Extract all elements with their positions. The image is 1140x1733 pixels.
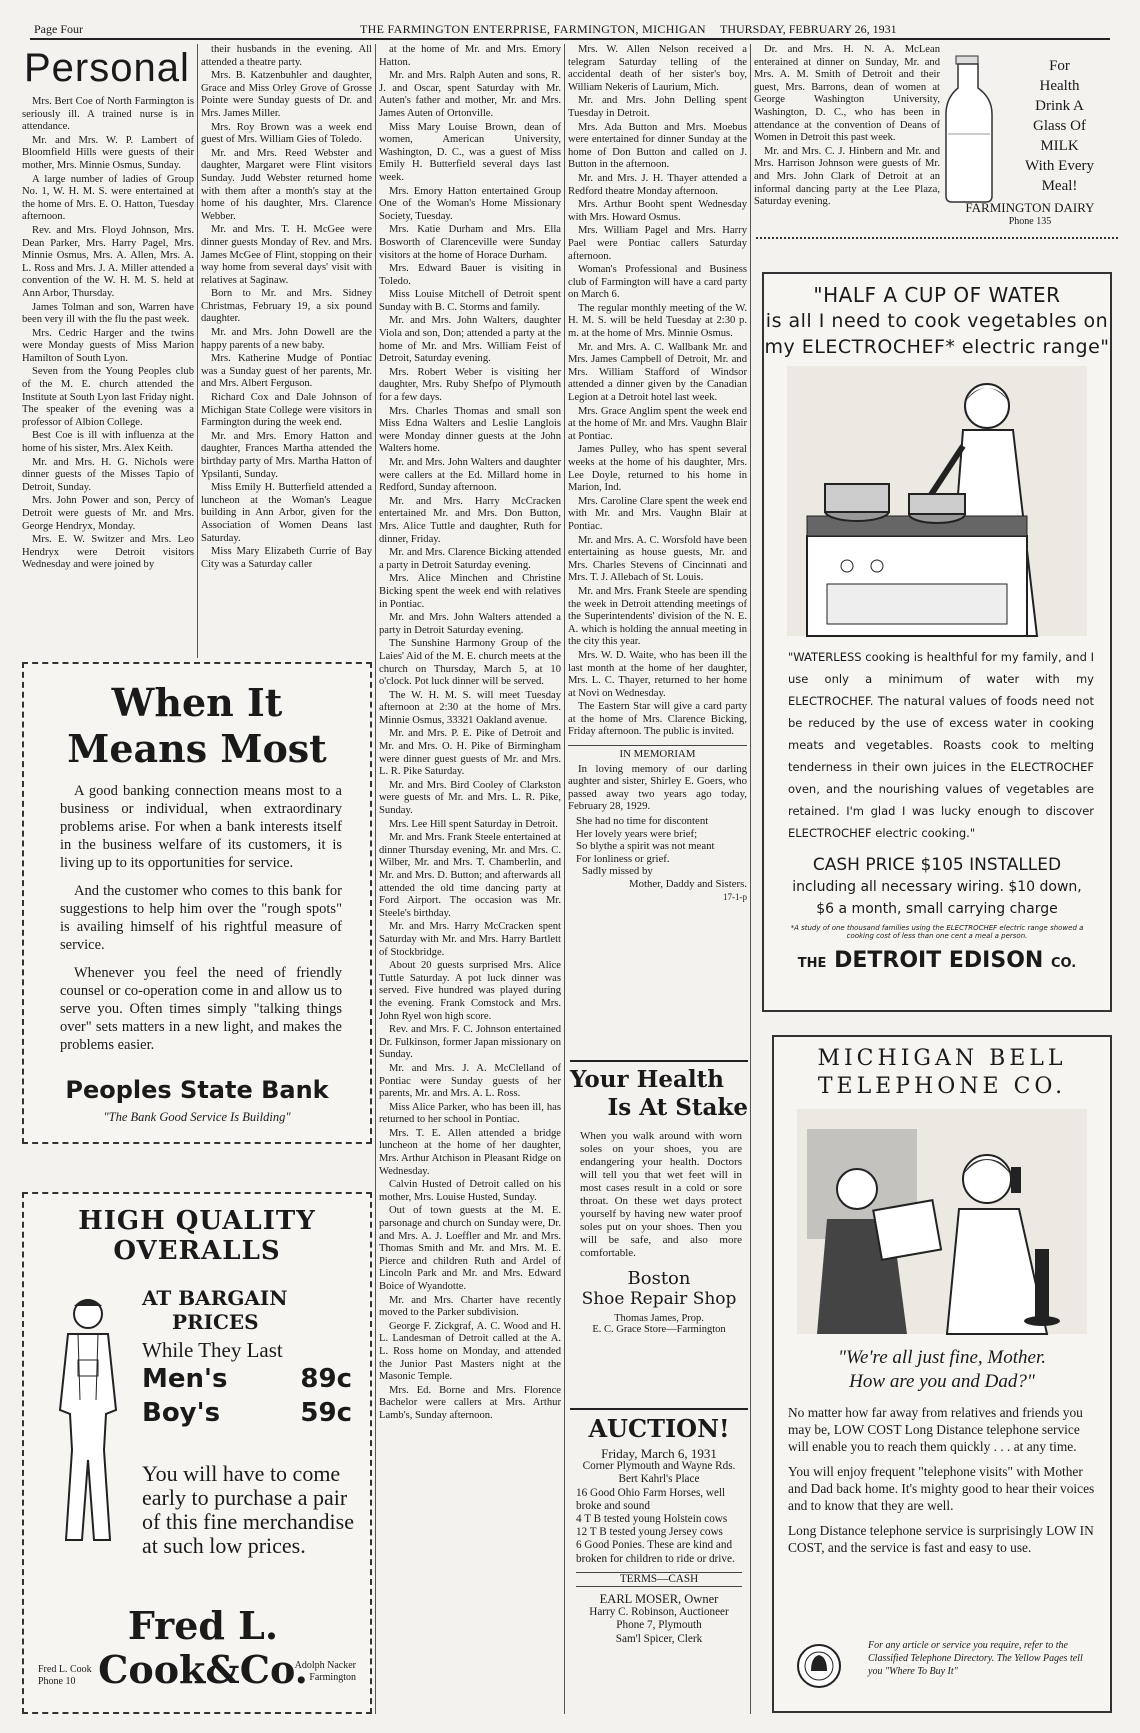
- news-item: Rev. and Mrs. Floyd Johnson, Mrs. Dean Parker, Mrs. Harry Pagel, Mrs. Minnie Osmus, Mrs. A. Allen, Mrs. A. L. Ross and Mrs. J. A. Miller attended a convention of the W. H. M. S. held at Ann Arbor, Thursday.: [22, 224, 194, 299]
- bell-headline: MICHIGAN BELL: [817, 1046, 1067, 1071]
- memoriam-verse-line: She had no time for discontent: [576, 815, 709, 828]
- news-item: Mrs. Edward Bauer is visiting in Toledo.: [379, 263, 561, 287]
- memoriam-signoff: Mother, Daddy and Sisters.: [628, 878, 747, 890]
- memoriam-text: In loving memory of our darling aughter and sister, Shirley E. Goers, who passed away two years ago today, February 28, 1929.: [568, 762, 747, 813]
- page-header: [30, 18, 1110, 40]
- news-item: Mr. and Mrs. J. A. McClelland of Pontiac were Sunday guests of her parents, Mr. and Mrs. A. L. Ross.: [379, 1062, 561, 1100]
- workman-illustration: [38, 1290, 138, 1550]
- peoples-state-bank-ad: [22, 662, 372, 1144]
- news-item: Mr. and Mrs. W. P. Lambert of Bloomfield Hills were guests of their mother, Mrs. Minnie Osmus, Sunday.: [22, 134, 194, 171]
- news-item: Mrs. E. W. Switzer and Mrs. Leo Hendryx were Detroit visitors Wednesday and were joined by: [22, 534, 194, 571]
- bank-headline: When It: [111, 680, 283, 725]
- bank-name: Peoples State Bank: [65, 1076, 329, 1104]
- dairy-line: Drink A: [1035, 98, 1084, 114]
- edison-prefix: THE: [797, 956, 827, 971]
- bell-paragraph: Long Distance telephone service is surprisingly LOW IN COST, and the service is fast and easy to use.: [788, 1523, 1094, 1555]
- news-item: their husbands in the evening. All attended a theatre party.: [201, 44, 372, 68]
- auction-date: Friday, March 6, 1931: [601, 1446, 717, 1461]
- edison-terms: including all necessary wiring. $10 down,: [792, 879, 1082, 895]
- in-memoriam: [568, 745, 747, 903]
- couple-on-telephone-illustration: [797, 1109, 1087, 1334]
- news-item: Mr. and Mrs. A. C. Wallbank Mr. and Mrs. James Campbell of Detroit, Mr. and Mrs. William Stafford of Windsor attended a dinner given by the Canadian Legion at a Detroit hotel last week.: [568, 341, 747, 404]
- bell-headline: TELEPHONE CO.: [817, 1074, 1067, 1099]
- news-item: Mrs. Alice Minchen and Christine Bicking spent the week end with relatives in Pontiac.: [379, 573, 561, 610]
- news-item: Mrs. Lee Hill spent Saturday in Detroit.: [389, 818, 558, 830]
- overalls-headline: HIGH QUALITY: [78, 1206, 316, 1236]
- column-rule: [197, 44, 198, 658]
- auction-item: 16 Good Ohio Farm Horses, well broke and sound: [576, 1486, 726, 1512]
- news-item: Miss Mary Louise Brown, dean of women, American University, Washington, D. C., was a guest of Miss Emily H. Butterfield several days last week.: [379, 121, 561, 183]
- memoriam-heading: IN MEMORIAM: [568, 745, 747, 761]
- auction-item: 12 T B tested young Jersey cows: [576, 1526, 723, 1539]
- boy-price: 59c: [300, 1398, 352, 1428]
- news-column-1: [22, 44, 194, 656]
- news-item: Out of town guests at the M. E. parsonage and church on Sunday were, Dr. and Mrs. A. J. Loeffler and Mr. and Mrs. Thomas Smith and Mr. and Mrs. M. E. Pierce and children Ruth and Ardel of Lincoln Park and Mr. and Mrs. Edward Boice of Wyandotte.: [379, 1205, 561, 1292]
- column-rule: [375, 44, 376, 1714]
- news-item: at the home of Mr. and Mrs. Emory Hatton.: [379, 44, 561, 68]
- news-item: Mrs. W. D. Waite, who has been ill the last month at the home of her daughter, Mrs. L. C. Thayer, returned to her home at Novi on Wednesday.: [568, 649, 747, 699]
- detroit-edison-ad: [762, 272, 1112, 1012]
- news-item: Dr. and Mrs. H. N. A. McLean enterained at dinner on Sunday, Mr. and Mrs. A. M. Smith of Detroit and their guest, Mrs. Barrons, dean of women at George Washington University, Washington, D. C., who has been in attendance at the convention of Deans of Women in Detroit this past week.: [754, 44, 940, 144]
- news-item: Mr. and Mrs. Bird Cooley of Clarkston were guests of Mr. and Mrs. L. R. Pike, Sunday.: [379, 779, 561, 817]
- overalls-subhead: PRICES: [172, 1310, 259, 1334]
- auction-item: 4 T B tested young Holstein cows: [576, 1513, 728, 1526]
- news-item: Mr. and Mrs. H. G. Nichols were dinner guests of the Misses Tapio of Detroit, Sunday.: [22, 456, 194, 493]
- health-body: When you walk around with worn soles on your shoes, you are endangering your health. Doctors will tell you that wet feet will in most cases result in a cold or sore throat. On these wet days protect yourself by having new water proof soles put on your shoes. Then you will be safe, and also more comfortable.: [580, 1130, 742, 1259]
- news-item: Best Coe is ill with influenza at the home of his sister, Mrs. Alex Keith.: [22, 430, 194, 455]
- shop-name: Shoe Repair Shop: [581, 1289, 737, 1309]
- news-item: Mr. and Mrs. John Walters, daughter Viola and son, Don; attended a party at the home of Mr. and Mrs. William Feist of Detroit, Saturday evening.: [379, 315, 561, 365]
- news-item: Mr. and Mrs. John Walters and daughter were callers at the Ed. Millard home in Redford, Sunday afternoon.: [379, 457, 561, 494]
- shop-prop: Thomas James, Prop.: [614, 1313, 704, 1324]
- news-item: Mrs. Katherine Mudge of Pontiac was a Sunday guest of her parents, Mr. and Mrs. Albert Ferguson.: [201, 353, 372, 390]
- auction-ad: [570, 1408, 748, 1714]
- news-column-3: [379, 44, 561, 1716]
- partner-name: Adolph Nacker: [294, 1660, 356, 1671]
- news-column-2: [201, 44, 372, 656]
- news-item: Mrs. Emory Hatton entertained Group One of the Woman's Home Missionary Society, Tuesday.: [379, 185, 561, 222]
- memoriam-verse-line: So blythe a spirit was not meant: [576, 840, 715, 853]
- boy-label: Boy's: [142, 1398, 221, 1428]
- boston-shoe-repair-ad: [570, 1060, 748, 1400]
- auction-owner: EARL MOSER, Owner: [599, 1592, 719, 1607]
- news-item: Born to Mr. and Mrs. Sidney Christmas, February 19, a six pound daughter.: [201, 288, 372, 325]
- memoriam-verse: [568, 815, 747, 865]
- auctioneer-phone: Phone 7, Plymouth: [616, 1619, 702, 1632]
- news-item: Mr. and Mrs. John Dowell are the happy parents of a new baby.: [201, 327, 372, 351]
- news-item: Mrs. William Pagel and Mrs. Harry Pael were Pontiac callers Saturday afternoon.: [568, 225, 747, 262]
- bell-footer: For any article or service you require, refer to the Classified Telephone Directory. The Yellow Pages tell you "Where To Buy It": [868, 1640, 1083, 1677]
- woman-at-range-illustration: [787, 366, 1087, 636]
- news-item: Mr. and Mrs. Harry McCracken entertained Mr. and Mrs. Don Button, Mrs. Alice Tuttle and daughter, Ruth for dinner, Friday.: [379, 495, 561, 545]
- news-item: Mrs. Roy Brown was a week end guest of Mrs. William Gies of Toledo.: [201, 121, 372, 146]
- bank-slogan: "The Bank Good Service Is Building": [103, 1110, 291, 1124]
- news-item: Mrs. B. Katzenbuhler and daughter, Grace and Miss Orley Grove of Grosse Pointe were Sunday guests of Dr. and Mrs. James Miller.: [201, 70, 372, 119]
- fred-l-cook-overalls-ad: [22, 1192, 372, 1714]
- dairy-line: Glass Of: [1033, 118, 1086, 134]
- column-rule: [564, 44, 565, 1714]
- memoriam-ref: 17-1-p: [723, 891, 747, 902]
- dairy-name: FARMINGTON DAIRY: [965, 200, 1095, 215]
- news-item: Seven from the Young Peoples club of the M. E. church attended the Institute at South Lyon last Friday night. The speaker of the evening was a professor of Albion College.: [22, 366, 194, 428]
- news-item: Mr. and Mrs. P. E. Pike of Detroit and Mr. and Mrs. O. H. Pike of Birmingham were dinner guest guests of Mr. and Mrs. L. R. Pike Saturday.: [379, 728, 561, 778]
- news-item: Woman's Professional and Business club of Farmington will have a card party on March 6.: [568, 264, 747, 301]
- issue-date: THURSDAY, FEBRUARY 26, 1931: [720, 22, 897, 36]
- news-item: Mr. and Mrs. J. H. Thayer attended a Redford theatre Monday afternoon.: [568, 172, 747, 197]
- overalls-headline: OVERALLS: [113, 1236, 281, 1266]
- news-item: The Eastern Star will give a card party at the home of Mrs. Clarence Bicking, Friday afternoon. The public is invited.: [568, 701, 747, 738]
- news-item: Mrs. John Power and son, Percy of Detroit were guests of Mr. and Mrs. George Hendryx, Monday.: [22, 495, 194, 532]
- bank-paragraph: Whenever you feel the need of friendly counsel or co-operation come in and allow us to serve you. Often times simply "talking things over" sets matters in a new light, and makes the problems easier.: [60, 965, 342, 1053]
- news-item: Mr. and Mrs. John Walters attended a party in Detroit Saturday evening.: [379, 612, 561, 636]
- news-item: Mrs. Arthur Booht spent Wednesday with Mrs. Howard Osmus.: [568, 199, 747, 223]
- health-title: Your Health: [570, 1066, 724, 1093]
- auction-clerk: Sam'l Spicer, Clerk: [615, 1632, 703, 1645]
- news-item: Mr. and Mrs. Reed Webster and daughter, Margaret were Flint visitors Sunday. Judd Webster returned home with them after a month's stay at the home of his daughter, Mrs. Clarence Webber.: [201, 147, 372, 222]
- edison-headline: "HALF A CUP OF WATER: [813, 283, 1061, 307]
- news-item: Mrs. Katie Durham and Mrs. Ella Bosworth of Clarenceville were Sunday visitors at the home of Horace Durham.: [379, 224, 561, 261]
- news-item: Calvin Husted of Detroit called on his mother, Mrs. Louise Husted, Sunday.: [379, 1179, 561, 1203]
- news-item: Mrs. Bert Coe of North Farmington is seriously ill. A trained nurse is in attendance.: [22, 96, 194, 133]
- bell-quote: "We're all just fine, Mother.: [837, 1347, 1046, 1368]
- news-item: The regular monthly meeting of the W. H. M. S. will be held Tuesday at 2:30 p. m. at the home of Mrs. Minnie Osmus.: [568, 302, 747, 340]
- news-item: About 20 guests surprised Mrs. Alice Tuttle Saturday. A pot luck dinner was served. Five hundred was played during the evening. Frank Comstock and Mrs. John Ryel won high score.: [379, 960, 561, 1022]
- news-item: James Tolman and son, Warren have been very ill with the flu the past week.: [22, 301, 194, 326]
- dairy-line: Meal!: [1041, 178, 1078, 194]
- bank-paragraph: And the customer who comes to this bank for suggestions to help him over the "rough spots" is availing himself of his rightful measure of service.: [60, 883, 342, 953]
- news-item: The W. H. M. S. will meet Tuesday afternoon at 2:30 at the home of Mrs. Minnie Osmus, 33321 Oakland avenue.: [379, 689, 561, 726]
- news-item: Mr. and Mrs. T. H. McGee were dinner guests Monday of Rev. and Mrs. James McGee of Flint, stopping on their way home from several days' visit with relatives at Saginaw.: [201, 224, 372, 286]
- news-item: Miss Mary Elizabeth Currie of Bay City was a Saturday caller: [201, 546, 372, 570]
- news-item: Mrs. W. Allen Nelson received a telegram Saturday telling of the accidental death of her sister's boy, William Nekeris of Laurium, Mich.: [568, 44, 747, 93]
- dairy-phone: Phone 135: [1008, 216, 1052, 227]
- news-item: Mrs. T. E. Allen attended a bridge luncheon at the home of her daughter, Mrs. Arthur Atchison in Pleasant Ridge on Wednesday.: [379, 1127, 561, 1177]
- news-item: Mrs. Charles Thomas and small son Miss Edna Walters and Leslie Langlois were Monday dinner guests at the John Walters home.: [379, 405, 561, 455]
- news-column-5: [754, 44, 940, 244]
- news-item: Mrs. Ed. Borne and Mrs. Florence Bachelor were callers at Mrs. Arthur Lamb's, Sunday afternoon.: [379, 1384, 561, 1421]
- news-item: Mr. and Mrs. Harry McCracken spent Saturday with Mr. and Mrs. Harry Bartlett of Stockbridge.: [379, 921, 561, 958]
- news-item: Miss Louise Mitchell of Detroit spent Sunday with B. C. Storms and family.: [379, 289, 561, 313]
- milk-bottle-icon: [940, 54, 1000, 204]
- page-number: Page Four: [34, 22, 83, 36]
- health-title: Is At Stake: [607, 1094, 748, 1121]
- news-item: Mrs. Robert Weber is visiting her daughter, Mrs. Ruby Shefpo of Plymouth for a few days.: [379, 366, 561, 404]
- men-price: 89c: [300, 1364, 352, 1394]
- news-item: A large number of ladies of Group No. 1, W. H. M. S. were entertained at the home of Mrs. E. O. Hatton, Tuesday afternoon.: [22, 173, 194, 223]
- overalls-subhead: AT BARGAIN: [142, 1286, 288, 1310]
- edison-company: DETROIT EDISON: [834, 948, 1044, 973]
- memoriam-verse-line: Her lovely years were brief;: [576, 827, 698, 840]
- news-column-4: [568, 44, 747, 902]
- farmington-dairy-ad: [940, 50, 1120, 240]
- store-phone: Phone 10: [38, 1676, 76, 1687]
- news-item: The Sunshine Harmony Group of the Laies' Aid of the M. E. church meets at the church on Thursday, March 5, at 10 o'clock. Pot luck dinner will be served.: [379, 638, 561, 688]
- dairy-line: Health: [1039, 78, 1080, 94]
- store-town: Farmington: [309, 1672, 356, 1683]
- news-item: Mrs. Caroline Clare spent the week end with Mr. and Mrs. Vaughn Blair at Pontiac.: [568, 495, 747, 532]
- auction-place: Corner Plymouth and Wayne Rds.: [582, 1460, 736, 1473]
- masthead: THE FARMINGTON ENTERPRISE, FARMINGTON, MICHIGAN: [360, 22, 706, 36]
- news-item: James Pulley, who has spent several weeks at the home of his daughter, Mrs. Lee Doyle, returned to his home in Marion, Ind.: [568, 444, 747, 494]
- dairy-line: With Every: [1025, 158, 1094, 174]
- news-item: Rev. and Mrs. F. C. Johnson entertained Dr. Fulkinson, former Japan missionary on Sunday.: [379, 1024, 561, 1061]
- bank-headline: Means Most: [67, 726, 327, 771]
- auction-terms: TERMS—CASH: [576, 1572, 742, 1587]
- edison-suffix: CO.: [1050, 956, 1077, 971]
- auction-title: AUCTION!: [588, 1414, 730, 1443]
- news-item: Miss Alice Parker, who has been ill, has returned to her school in Pontiac.: [379, 1101, 561, 1126]
- bell-quote: How are you and Dad?": [849, 1371, 1035, 1392]
- edison-footnote: *A study of one thousand families using the ELECTROCHEF electric range showed a cooking cost of less than one cent a meal a person.: [790, 924, 1084, 940]
- news-item: George F. Zickgraf, A. C. Wood and H. L. Landesman of Detroit called at the A. L. Ross home on Monday, and attended the Junior Past Masters night at the Masonic Temple.: [379, 1320, 561, 1383]
- overalls-while: While They Last: [142, 1338, 283, 1362]
- auctioneer: Harry C. Robinson, Auctioneer: [589, 1606, 729, 1619]
- edison-body: "WATERLESS cooking is healthful for my family, and I use only a minimum of water with my ELECTROCHEF. The natural values of foods need not be reduced by the use of excess water in cooking meats and vegetables. Roasts cook to melting tenderness in their own juices in the ELECTROCHEF oven, and the nourishing values of vegetables are retained. I'm glad I was lucky enough to discover ELECTROCHEF electric cooking.": [788, 650, 1094, 840]
- news-item: Mr. and Mrs. Frank Steele entertained at dinner Thursday evening, Mr. and Mrs. C. Wilber, Mr. and Mrs. T. Chamberlin, and Mr. and Mrs. D. Button; and afterwards all attended the old time dancing party at Ford Airport. The occasion was Mr. Steele's birthday.: [379, 832, 561, 919]
- edison-terms: $6 a month, small carrying charge: [816, 901, 1058, 917]
- auction-place: Bert Kahrl's Place: [618, 1473, 700, 1486]
- news-item: Mr. and Mrs. Ralph Auten and sons, R. J. and Oscar, spent Saturday with Mr. Auten's father and mother, Mr. and Mrs. James Auten of Ortonville.: [379, 70, 561, 119]
- shop-name: Boston: [627, 1268, 691, 1289]
- news-item: Mrs. Grace Anglim spent the week end at the home of Mr. and Mrs. Vaughn Blair at Pontiac.: [568, 405, 747, 442]
- divider: [756, 237, 1118, 240]
- news-item: Mr. and Mrs. John Delling spent Tuesday in Detroit.: [568, 95, 747, 119]
- section-heading: Personal: [24, 46, 190, 90]
- edison-headline: my ELECTROCHEF* electric range": [764, 336, 1110, 358]
- owner-name: Fred L. Cook: [38, 1664, 92, 1675]
- news-item: Mr. and Mrs. Frank Steele are spending the week in Detroit attending meetings of the Superintendents' division of the N. E. A. which is holding the annual meeting in the city this year.: [568, 585, 747, 648]
- auction-item: 6 Good Ponies. These are kind and broken for children to ride or drive.: [576, 1539, 735, 1565]
- news-item: Mrs. Cedric Harger and the twins were Monday guests of Miss Marion Hamilton of South Lyon.: [22, 327, 194, 364]
- shop-address: E. C. Grace Store—Farmington: [592, 1324, 726, 1335]
- store-name: Fred L. Cook&Co.: [98, 1603, 308, 1692]
- bank-paragraph: A good banking connection means most to a business or individual, when extraordinary problems arise. For when a bank interests itself in the business welfare of its customers, it is living up to its opportunities for service.: [60, 783, 342, 871]
- news-item: Mr. and Mrs. C. J. Hinbern and Mr. and Mrs. Harrison Johnson were guests of Mr. and Mrs. John Clark of Detroit at an informal dancing party at the Lee Plaza, Saturday evening.: [754, 145, 940, 208]
- overalls-note: You will have to come early to purchase a pair of this fine merchandise at such low prices.: [142, 1461, 354, 1558]
- bell-system-logo-icon: [796, 1643, 842, 1689]
- memoriam-signoff: Sadly missed by: [582, 865, 653, 878]
- dairy-line: For: [1049, 58, 1070, 74]
- edison-headline: is all I need to cook vegetables on: [765, 310, 1109, 332]
- bell-paragraph: You will enjoy frequent "telephone visits" with Mother and Dad back home. It's mighty good to hear their voices and to know that they are well.: [788, 1464, 1095, 1513]
- news-item: Miss Emily H. Butterfield attended a luncheon at the Woman's League building in Ann Arbor, given for the Association of Women Deans last Saturday.: [201, 482, 372, 544]
- news-item: Richard Cox and Dale Johnson of Michigan State College were visitors in Farmington during the week end.: [201, 392, 372, 429]
- dairy-line: MILK: [1040, 138, 1079, 154]
- column-rule: [750, 44, 751, 1714]
- news-item: Mr. and Mrs. Charter have recently moved to the Parker subdivision.: [379, 1294, 561, 1319]
- news-item: Mr. and Mrs. A. C. Worsfold have been entertaining as house guests, Mr. and Mrs. Charles Stevens of Cincinnati and Mrs. T. J. Allebach of St. Louis.: [568, 534, 747, 584]
- michigan-bell-ad: [772, 1035, 1112, 1713]
- news-item: Mrs. Ada Button and Mrs. Moebus were entertained for dinner Sunday at the home of Don Button and called on J. Button in the afternoon.: [568, 121, 747, 171]
- news-item: Mr. and Mrs. Emory Hatton and daughter, Frances Martha attended the birthday party of Mrs. Martha Hatton of Ypsilanti, Sunday.: [201, 430, 372, 480]
- bell-paragraph: No matter how far away from relatives and friends you may be, LOW COST Long Distance telephone service will enable you to reach them quickly . . . at any time.: [788, 1405, 1083, 1454]
- men-label: Men's: [142, 1364, 228, 1394]
- edison-price: CASH PRICE $105 INSTALLED: [812, 855, 1062, 875]
- memoriam-verse-line: For lonliness or grief.: [576, 852, 670, 865]
- news-item: Mr. and Mrs. Clarence Bicking attended a party in Detroit Saturday evening.: [379, 547, 561, 571]
